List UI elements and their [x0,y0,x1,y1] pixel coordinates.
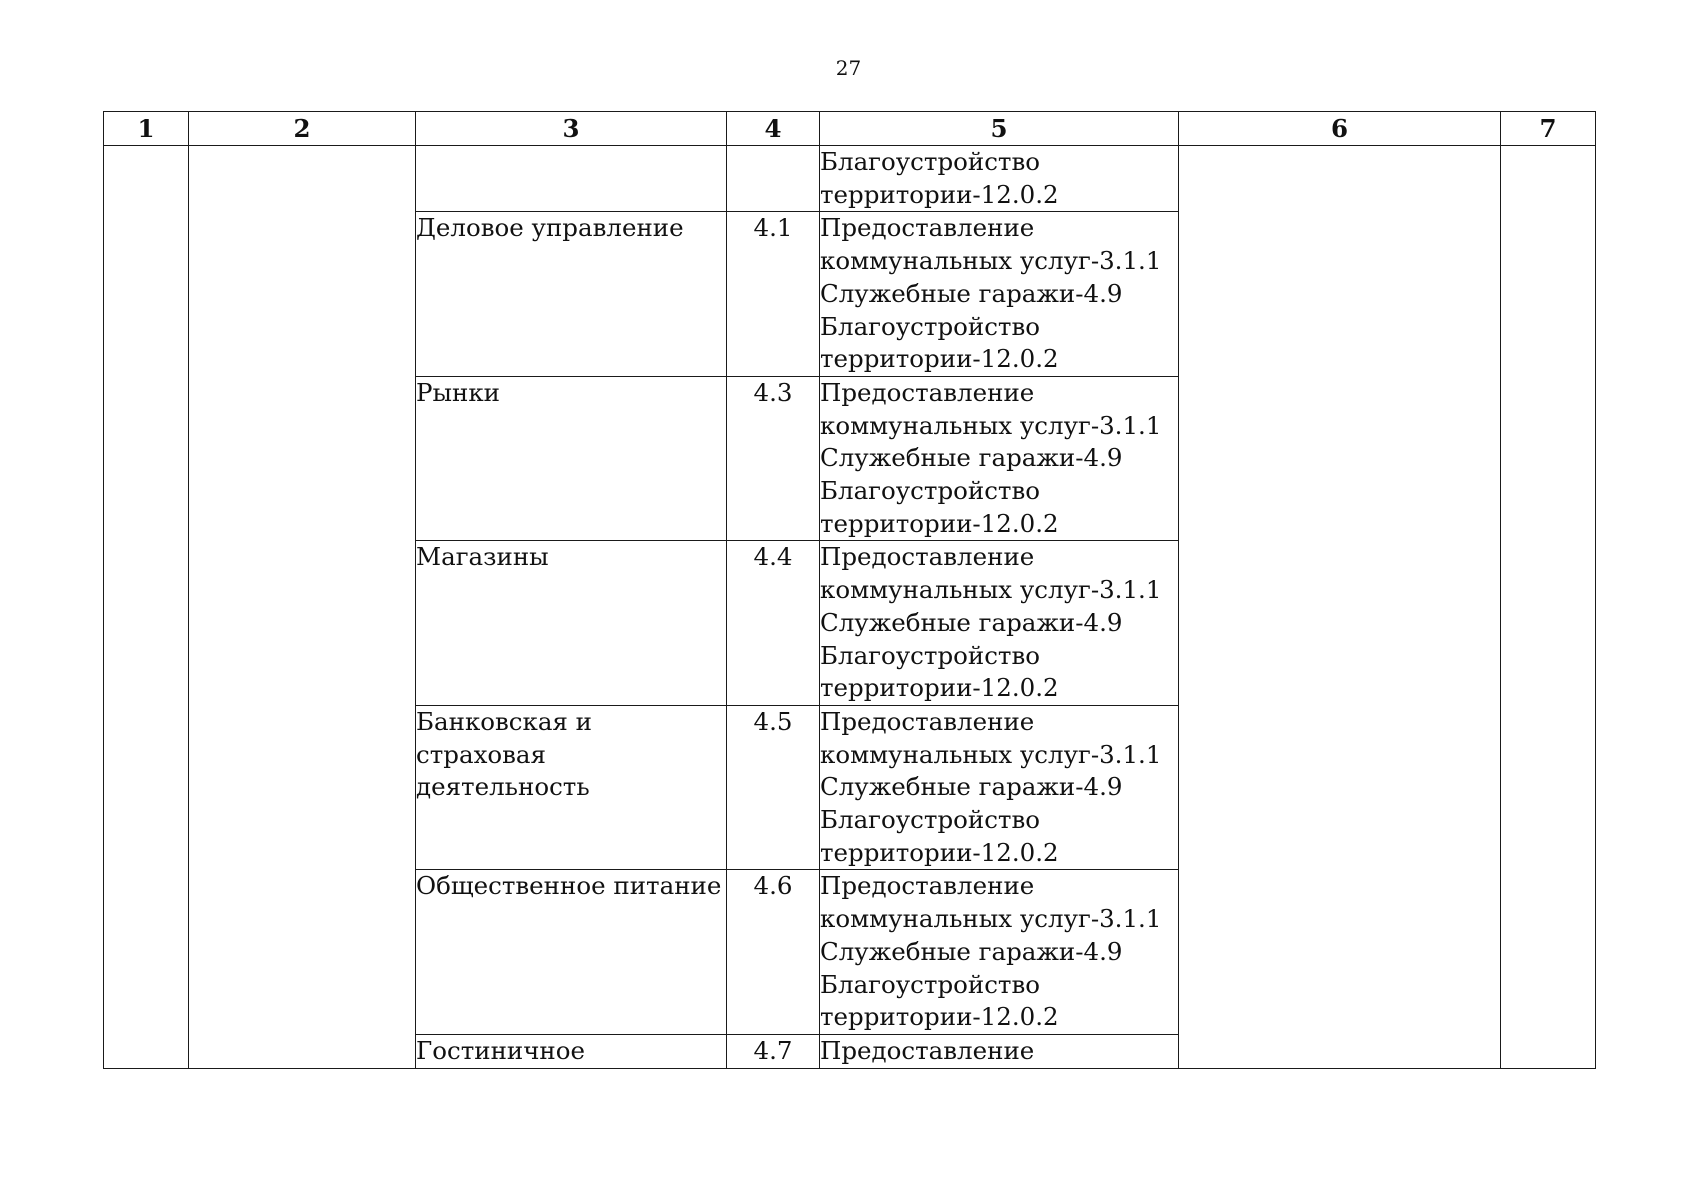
auxiliary-use-line: территории-12.0.2 [820,179,1059,209]
auxiliary-use-line: Благоустройство [820,147,1041,176]
auxiliary-use-line: Предоставление [820,377,1035,407]
auxiliary-use-line: Благоустройство [820,805,1041,835]
use-code-cell: 4.6 [727,870,820,1035]
use-code-cell: 4.7 [727,1034,820,1068]
auxiliary-use-line: Благоустройство [820,476,1041,506]
table-header-row [104,112,1596,146]
column-header-3: 3 [416,112,727,146]
auxiliary-use-line: территории-12.0.2 [820,1002,1059,1032]
auxiliary-use-line: Предоставление [820,542,1035,572]
auxiliary-use-line: Предоставление [820,706,1035,736]
auxiliary-uses-cell [820,1034,1179,1068]
auxiliary-use-line: Служебные гаражи-4.9 [820,278,1123,308]
use-code-cell: 4.5 [727,705,820,870]
auxiliary-use-line: территории-12.0.2 [820,837,1059,867]
use-name-cell: Гостиничное [416,1034,727,1068]
use-code-cell: 4.3 [727,376,820,541]
column-7-cell [1501,146,1596,1069]
land-use-table [103,111,1596,1069]
table-row [104,146,1596,212]
use-code-cell: 4.1 [727,212,820,377]
column-header-6: 6 [1179,112,1501,146]
auxiliary-uses-cell [820,212,1179,377]
auxiliary-use-line: Служебные гаражи-4.9 [820,443,1123,473]
auxiliary-use-line: территории-12.0.2 [820,673,1059,703]
use-name-cell: Банковская и страховая деятельность [416,705,727,870]
auxiliary-use-line: Служебные гаражи-4.9 [820,936,1123,966]
auxiliary-use-line: Предоставление [820,871,1035,901]
use-name-cell [416,146,727,212]
column-header-4: 4 [727,112,820,146]
auxiliary-uses-cell [820,870,1179,1035]
column-2-cell [189,146,416,1069]
auxiliary-uses-cell [820,376,1179,541]
auxiliary-use-line: Служебные гаражи-4.9 [820,607,1123,637]
use-name-cell: Рынки [416,376,727,541]
auxiliary-use-line: Служебные гаражи-4.9 [820,772,1123,802]
auxiliary-use-line: территории-12.0.2 [820,508,1059,538]
column-header-7: 7 [1501,112,1596,146]
use-name-cell: Магазины [416,541,727,706]
column-header-5: 5 [820,112,1179,146]
auxiliary-use-line: Предоставление [820,213,1035,243]
use-code-cell [727,146,820,212]
auxiliary-use-line: территории-12.0.2 [820,344,1059,374]
auxiliary-use-line: коммунальных услуг-3.1.1 [820,739,1162,769]
page-number: 27 [835,56,862,80]
auxiliary-use-line: коммунальных услуг-3.1.1 [820,410,1162,440]
auxiliary-use-line: Предоставление [820,1035,1035,1065]
use-name-cell: Общественное питание [416,870,727,1035]
use-name-cell: Деловое управление [416,212,727,377]
column-1-cell [104,146,189,1069]
auxiliary-use-line: коммунальных услуг-3.1.1 [820,246,1162,276]
auxiliary-use-line: коммунальных услуг-3.1.1 [820,575,1162,605]
column-header-2: 2 [189,112,416,146]
column-header-1: 1 [104,112,189,146]
auxiliary-uses-cell [820,705,1179,870]
auxiliary-use-line: Благоустройство [820,969,1041,999]
auxiliary-use-line: Благоустройство [820,640,1041,670]
auxiliary-use-line: Благоустройство [820,311,1041,341]
auxiliary-uses-cell [820,146,1179,212]
column-6-cell [1179,146,1501,1069]
auxiliary-uses-cell [820,541,1179,706]
use-code-cell: 4.4 [727,541,820,706]
auxiliary-use-line: коммунальных услуг-3.1.1 [820,904,1162,934]
